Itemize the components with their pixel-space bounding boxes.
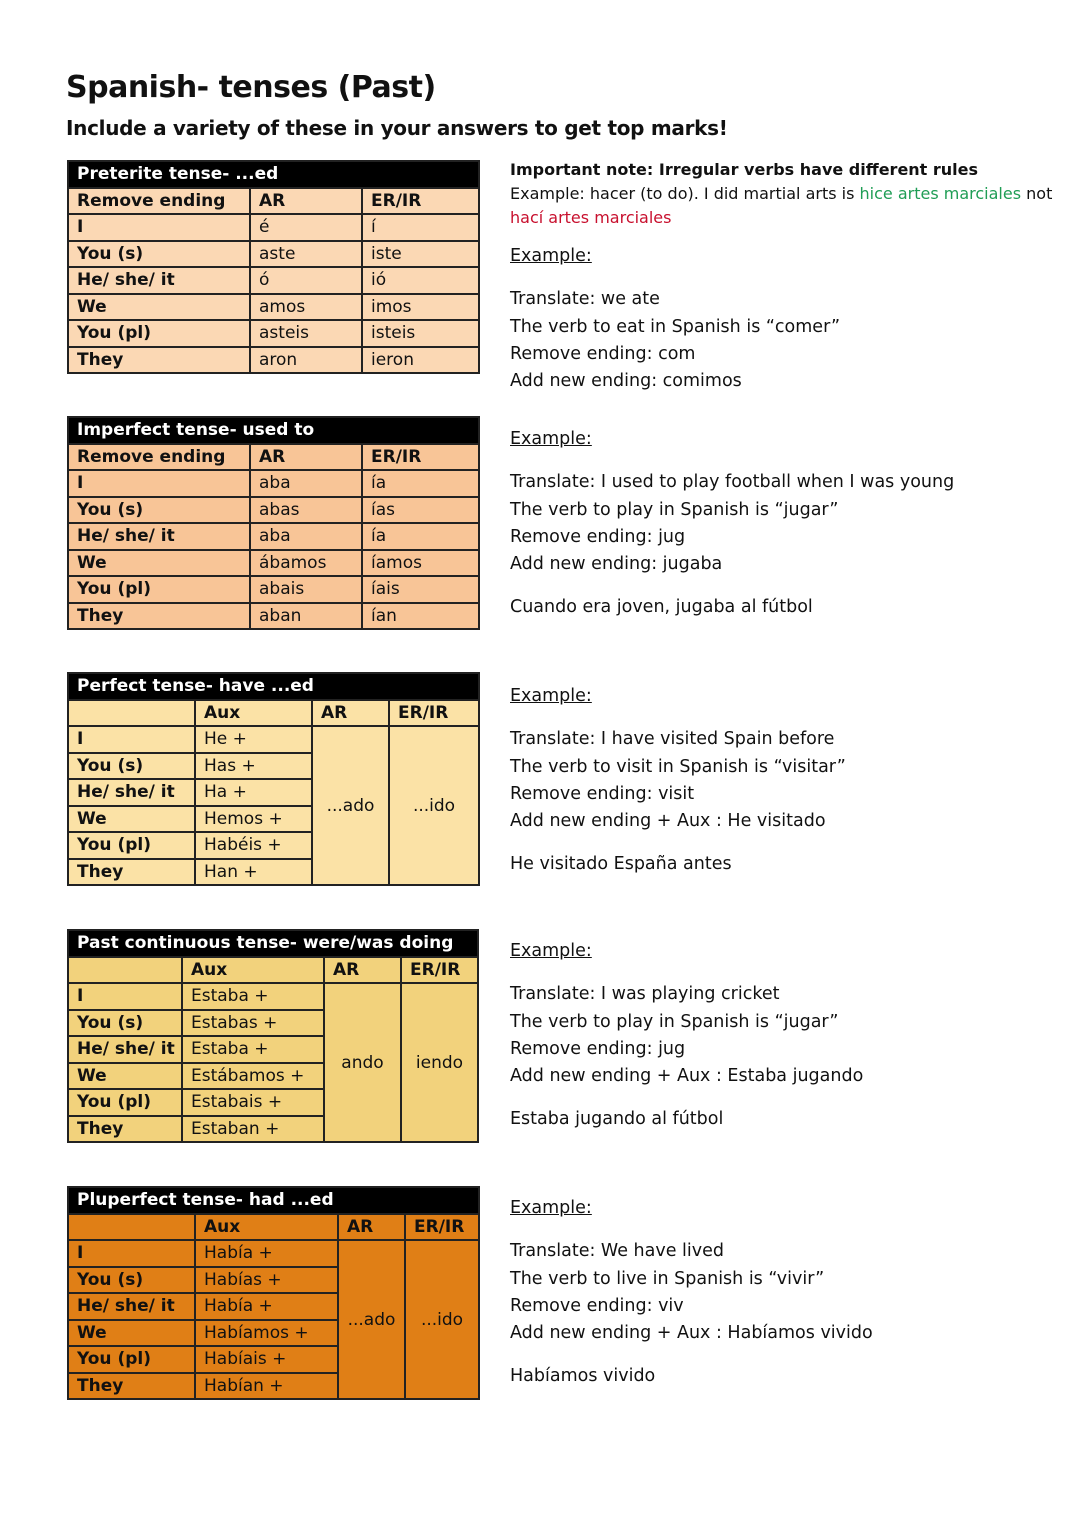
ending-cell: Habías + — [195, 1267, 338, 1294]
example-line: Translate: we ate — [510, 289, 660, 310]
pronoun-cell: He/ she/ it — [68, 779, 195, 806]
ending-cell: Habéis + — [195, 832, 312, 859]
ending-cell: aba — [250, 523, 362, 550]
ending-cell: aban — [250, 603, 362, 630]
ending-cell: aba — [250, 470, 362, 497]
ending-cell: í — [362, 214, 479, 241]
pronoun-cell: You (s) — [68, 497, 250, 524]
ending-cell: imos — [362, 294, 479, 321]
column-header: ER/IR — [362, 188, 479, 215]
pronoun-cell: I — [68, 726, 195, 753]
column-header: AR — [324, 957, 401, 984]
table-row — [68, 214, 479, 241]
example-line: Remove ending: jug — [510, 1038, 686, 1059]
ending-cell: ía — [362, 470, 479, 497]
example-answer: He visitado España antes — [510, 854, 732, 875]
column-header: Aux — [195, 1214, 338, 1241]
column-header: Aux — [182, 957, 324, 984]
ending-cell: Había + — [195, 1240, 338, 1267]
ending-cell: Estaba + — [182, 1036, 324, 1063]
column-header: AR — [312, 700, 389, 727]
example-block — [510, 243, 840, 395]
ending-cell: Estabas + — [182, 1010, 324, 1037]
column-header — [68, 1214, 195, 1241]
pronoun-cell: You (pl) — [68, 1089, 182, 1116]
example-block — [510, 683, 846, 879]
example-line: The verb to visit in Spanish is “visitar” — [510, 756, 846, 777]
table-title: Preterite tense- ...ed — [68, 161, 479, 188]
er-ir-ending-cell: ...ido — [389, 726, 479, 885]
page-title: Spanish- tenses (Past) — [66, 70, 436, 105]
ending-cell: íamos — [362, 550, 479, 577]
table-row — [68, 470, 479, 497]
example-answer: Cuando era joven, jugaba al fútbol — [510, 597, 813, 618]
example-line: The verb to live in Spanish is “vivir” — [510, 1268, 825, 1289]
pronoun-cell: I — [68, 470, 250, 497]
pronoun-cell: We — [68, 294, 250, 321]
er-ir-ending-cell: iendo — [401, 983, 478, 1142]
example-line: The verb to play in Spanish is “jugar” — [510, 499, 839, 520]
example-line: Translate: We have lived — [510, 1241, 724, 1262]
ending-cell: aste — [250, 241, 362, 268]
ar-ending-cell: ...ado — [338, 1240, 405, 1399]
example-answer: Habíamos vivido — [510, 1366, 656, 1387]
pronoun-cell: We — [68, 806, 195, 833]
table-row — [68, 523, 479, 550]
ending-cell: iste — [362, 241, 479, 268]
table-row — [68, 983, 478, 1010]
example-heading: Example: — [510, 429, 592, 449]
ending-cell: Habían + — [195, 1373, 338, 1400]
tense-table-perfect — [67, 672, 480, 886]
column-header: ER/IR — [401, 957, 478, 984]
column-header: Aux — [195, 700, 312, 727]
ar-ending-cell: ando — [324, 983, 401, 1142]
pronoun-cell: We — [68, 1063, 182, 1090]
example-heading: Example: — [510, 246, 592, 266]
pronoun-cell: You (pl) — [68, 576, 250, 603]
table-row — [68, 603, 479, 630]
pronoun-cell: They — [68, 1116, 182, 1143]
ending-cell: Has + — [195, 753, 312, 780]
table-title: Imperfect tense- used to — [68, 417, 479, 444]
note-heading: Important note: Irregular verbs have different rules — [510, 160, 979, 179]
ending-cell: íais — [362, 576, 479, 603]
column-header: AR — [338, 1214, 405, 1241]
incorrect-example: hací artes marciales — [510, 208, 672, 227]
ending-cell: Hemos + — [195, 806, 312, 833]
ending-cell: é — [250, 214, 362, 241]
example-line: Add new ending + Aux : Estaba jugando — [510, 1066, 864, 1087]
pronoun-cell: He/ she/ it — [68, 1293, 195, 1320]
ending-cell: ábamos — [250, 550, 362, 577]
ending-cell: asteis — [250, 320, 362, 347]
pronoun-cell: They — [68, 859, 195, 886]
ending-cell: isteis — [362, 320, 479, 347]
pronoun-cell: You (s) — [68, 1010, 182, 1037]
table-row — [68, 726, 479, 753]
table-title: Perfect tense- have ...ed — [68, 673, 479, 700]
pronoun-cell: We — [68, 550, 250, 577]
pronoun-cell: He/ she/ it — [68, 1036, 182, 1063]
pronoun-cell: You (pl) — [68, 832, 195, 859]
column-header: Remove ending — [68, 188, 250, 215]
column-header: AR — [250, 444, 362, 471]
ending-cell: Habíamos + — [195, 1320, 338, 1347]
pronoun-cell: We — [68, 1320, 195, 1347]
ending-cell: abais — [250, 576, 362, 603]
pronoun-cell: They — [68, 1373, 195, 1400]
ending-cell: Ha + — [195, 779, 312, 806]
note-text: Example: hacer (to do). I did martial arts is — [510, 184, 860, 203]
example-line: Translate: I used to play football when I was young — [510, 472, 955, 493]
note-not: not — [1021, 184, 1053, 203]
pronoun-cell: You (pl) — [68, 1346, 195, 1373]
ar-ending-cell: ...ado — [312, 726, 389, 885]
ending-cell: Han + — [195, 859, 312, 886]
example-line: Add new ending: jugaba — [510, 554, 723, 575]
pronoun-cell: They — [68, 603, 250, 630]
pronoun-cell: I — [68, 1240, 195, 1267]
ending-cell: ó — [250, 267, 362, 294]
column-header: AR — [250, 188, 362, 215]
er-ir-ending-cell: ...ido — [405, 1240, 479, 1399]
table-row — [68, 294, 479, 321]
ending-cell: amos — [250, 294, 362, 321]
column-header — [68, 700, 195, 727]
example-heading: Example: — [510, 1198, 592, 1218]
ending-cell: ió — [362, 267, 479, 294]
tense-table-pluperfect — [67, 1186, 480, 1400]
pronoun-cell: You (pl) — [68, 320, 250, 347]
ending-cell: Había + — [195, 1293, 338, 1320]
example-answer: Estaba jugando al fútbol — [510, 1109, 724, 1130]
table-title: Past continuous tense- were/was doing — [68, 930, 478, 957]
example-line: Translate: I have visited Spain before — [510, 729, 835, 750]
example-line: Translate: I was playing cricket — [510, 984, 780, 1005]
pronoun-cell: You (s) — [68, 1267, 195, 1294]
correct-example: hice artes marciales — [859, 184, 1022, 203]
column-header: Remove ending — [68, 444, 250, 471]
table-row — [68, 320, 479, 347]
example-line: Remove ending: jug — [510, 526, 686, 547]
ending-cell: Estaba + — [182, 983, 324, 1010]
pronoun-cell: I — [68, 983, 182, 1010]
pronoun-cell: He/ she/ it — [68, 267, 250, 294]
column-header: ER/IR — [405, 1214, 479, 1241]
example-line: Add new ending + Aux : Habíamos vivido — [510, 1323, 873, 1344]
ending-cell: Habíais + — [195, 1346, 338, 1373]
tense-table-past-continuous — [67, 929, 479, 1143]
pronoun-cell: He/ she/ it — [68, 523, 250, 550]
pronoun-cell: You (s) — [68, 241, 250, 268]
table-row — [68, 347, 479, 374]
table-row — [68, 576, 479, 603]
example-block — [510, 426, 954, 622]
ending-cell: ías — [362, 497, 479, 524]
tense-table-imperfect — [67, 416, 480, 630]
ending-cell: abas — [250, 497, 362, 524]
example-line: Add new ending: comimos — [510, 371, 742, 392]
ending-cell: Estaban + — [182, 1116, 324, 1143]
column-header — [68, 957, 182, 984]
ending-cell: ía — [362, 523, 479, 550]
table-row — [68, 550, 479, 577]
tense-table-preterite — [67, 160, 480, 374]
example-line: Remove ending: viv — [510, 1295, 684, 1316]
ending-cell: Estábamos + — [182, 1063, 324, 1090]
example-block — [510, 1195, 873, 1391]
irregular-note — [510, 158, 1080, 230]
ending-cell: aron — [250, 347, 362, 374]
ending-cell: ían — [362, 603, 479, 630]
table-title: Pluperfect tense- had ...ed — [68, 1187, 479, 1214]
pronoun-cell: You (s) — [68, 753, 195, 780]
ending-cell: He + — [195, 726, 312, 753]
table-row — [68, 267, 479, 294]
example-heading: Example: — [510, 941, 592, 961]
example-line: Remove ending: visit — [510, 783, 695, 804]
pronoun-cell: They — [68, 347, 250, 374]
ending-cell: ieron — [362, 347, 479, 374]
table-row — [68, 497, 479, 524]
example-block — [510, 938, 863, 1134]
table-row — [68, 241, 479, 268]
page-subtitle: Include a variety of these in your answers to get top marks! — [66, 116, 728, 140]
table-row — [68, 1240, 479, 1267]
example-line: Remove ending: com — [510, 343, 696, 364]
example-line: Add new ending + Aux : He visitado — [510, 811, 826, 832]
pronoun-cell: I — [68, 214, 250, 241]
column-header: ER/IR — [362, 444, 479, 471]
column-header: ER/IR — [389, 700, 479, 727]
ending-cell: Estabais + — [182, 1089, 324, 1116]
example-line: The verb to play in Spanish is “jugar” — [510, 1011, 839, 1032]
example-line: The verb to eat in Spanish is “comer” — [510, 316, 841, 337]
example-heading: Example: — [510, 686, 592, 706]
